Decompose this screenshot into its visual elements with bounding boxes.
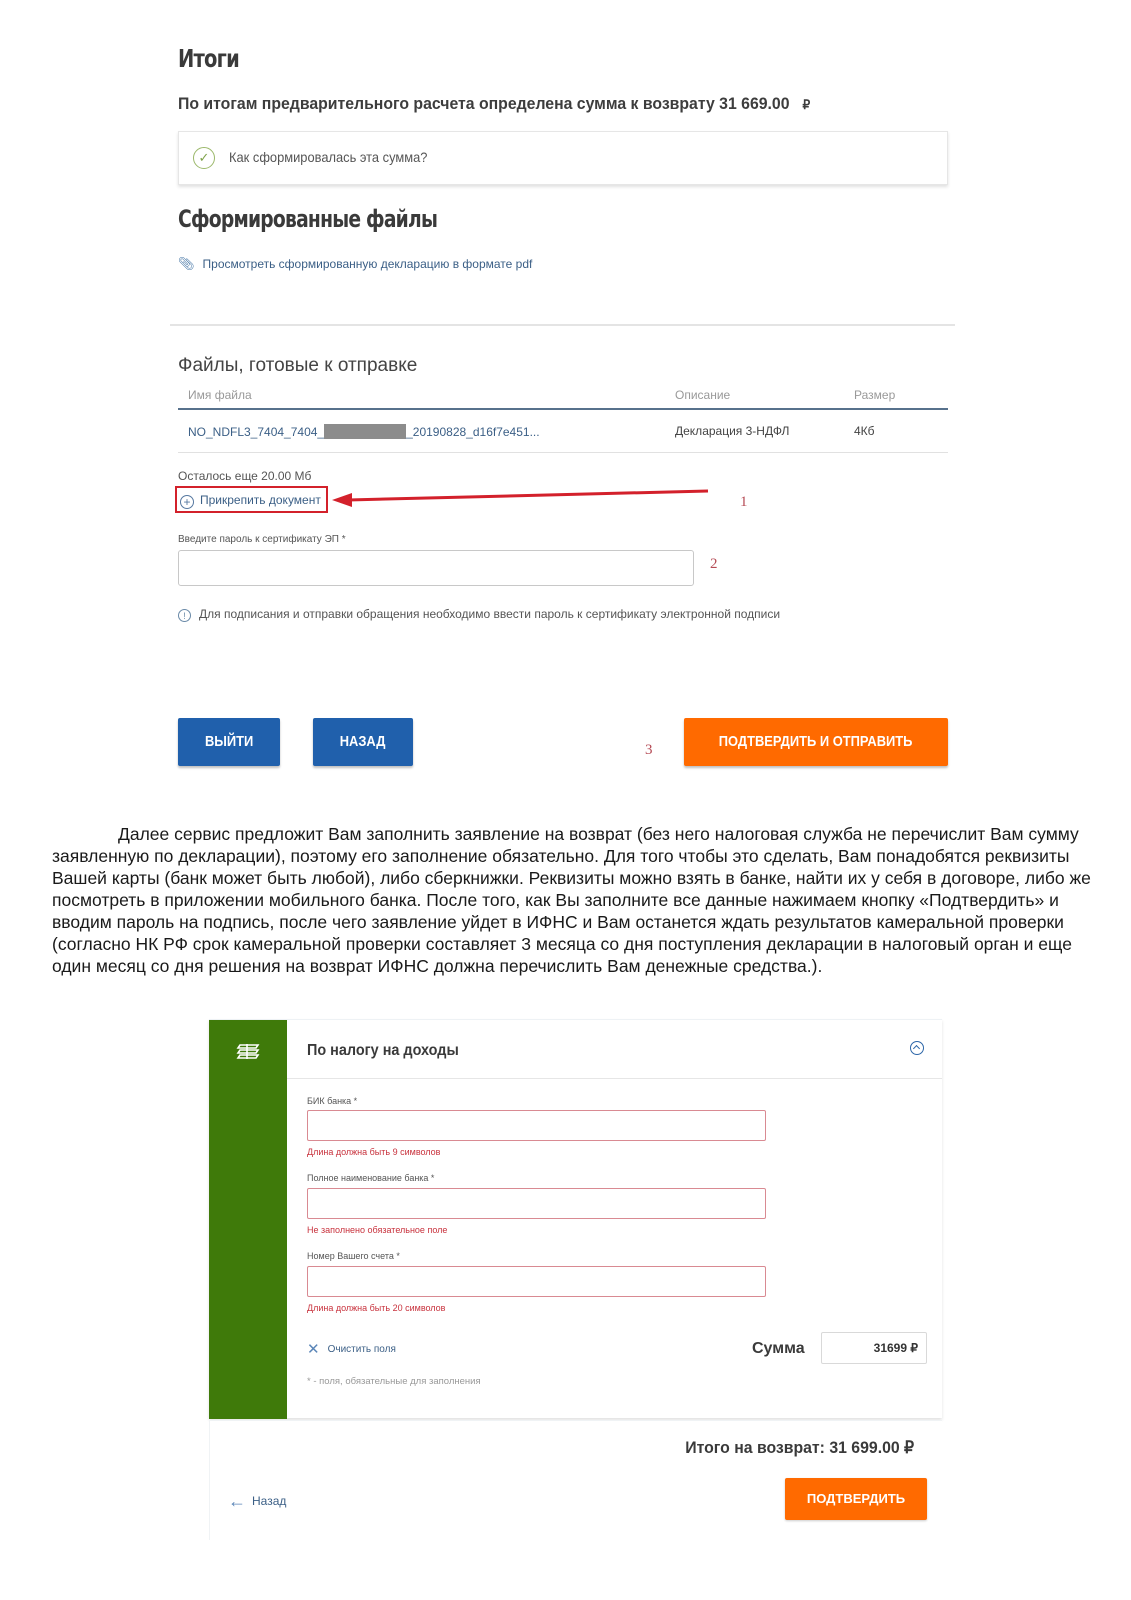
annotation-number-2: 2 bbox=[710, 556, 718, 572]
annotation-arrow bbox=[330, 488, 710, 508]
how-formed-expander[interactable] bbox=[178, 131, 948, 185]
refund-summary bbox=[178, 94, 810, 114]
file-size: 4Кб bbox=[854, 424, 875, 438]
column-header-description: Описание bbox=[675, 388, 731, 402]
remaining-space: Осталось еще 20.00 Мб bbox=[178, 469, 312, 483]
view-pdf-link[interactable] bbox=[178, 256, 532, 272]
bik-error: Длина должна быть 9 символов bbox=[307, 1147, 441, 1157]
view-pdf-label: Просмотреть сформированную декларацию в формате pdf bbox=[202, 257, 533, 271]
column-header-size: Размер bbox=[854, 388, 896, 402]
annotation-arrow-head bbox=[332, 493, 352, 507]
exit-button[interactable] bbox=[178, 718, 280, 766]
back-link-label: Назад bbox=[252, 1494, 287, 1508]
section-divider bbox=[170, 324, 955, 326]
attach-document-label: Прикрепить документ bbox=[200, 493, 321, 507]
clear-fields-label: Очистить поля bbox=[327, 1344, 396, 1355]
info-icon: ! bbox=[178, 609, 191, 622]
account-number-label: Номер Вашего счета * bbox=[307, 1251, 400, 1261]
how-formed-label: Как сформировалась эта сумма? bbox=[229, 149, 428, 165]
exit-button-label: ВЫЙТИ bbox=[204, 733, 254, 750]
arrow-left-icon: ← bbox=[228, 1491, 246, 1511]
file-name-prefix: NO_NDFL3_7404_7404_ bbox=[188, 425, 325, 439]
paperclip-icon: 📎︎ bbox=[178, 256, 195, 271]
bik-label: БИК банка * bbox=[307, 1096, 358, 1106]
signature-info bbox=[178, 607, 780, 622]
bank-name-input[interactable] bbox=[307, 1188, 766, 1219]
bank-name-label: Полное наименование банка * bbox=[307, 1173, 435, 1183]
required-fields-note: * - поля, обязательные для заполнения bbox=[307, 1376, 481, 1387]
instruction-paragraph: Далее сервис предложит Вам заполнить заявление на возврат (без него налоговая служба не перечислит Вам сумму заявленную по декларации), поэтому его заполнение обязательно. Для того чтобы это сделать, Вам понадобятся реквизиты Вашей карты (банк может быть любой), либо сберкнижки. Реквизиты можно взять в банке, найти их у себя в договоре, либо же посмотреть в приложении мобильного банка. После того, как Вы заполните все данные нажимаем кнопку «Подтвердить» и вводим пароль на подпись, после чего заявление уйдет в ИФНС и Вам останется ждать результатов камеральной проверки (согласно НК РФ срок камеральной проверки составляет 3 месяца со дня поступления декларации в налоговый орган и еще один месяц со дня решения на возврат ИФНС должна перечислить Вам денежные средства.). bbox=[52, 824, 1091, 976]
attach-document-button[interactable] bbox=[175, 486, 328, 513]
table-header-line bbox=[178, 408, 948, 410]
password-label: Введите пароль к сертификату ЭП * bbox=[178, 534, 346, 545]
redacted-block bbox=[324, 424, 406, 439]
chevron-up-icon[interactable] bbox=[910, 1041, 924, 1055]
confirm-and-send-label: ПОДТВЕРДИТЬ И ОТПРАВИТЬ bbox=[719, 733, 913, 750]
card-header-divider bbox=[287, 1078, 942, 1079]
results-title: Итоги bbox=[178, 44, 239, 73]
check-circle-icon: ✓ bbox=[193, 147, 215, 169]
close-icon: ✕ bbox=[307, 1341, 320, 1358]
money-stack-icon bbox=[236, 1042, 260, 1060]
form-footer bbox=[209, 1420, 942, 1540]
bank-name-error: Не заполнено обязательное поле bbox=[307, 1225, 448, 1235]
ruble-icon: ₽ bbox=[802, 97, 811, 112]
account-number-error: Длина должна быть 20 символов bbox=[307, 1303, 446, 1313]
plus-circle-icon: + bbox=[180, 495, 194, 509]
confirm-and-send-button[interactable] bbox=[684, 718, 948, 766]
annotation-number-1: 1 bbox=[740, 494, 748, 510]
generated-files-title: Сформированные файлы bbox=[178, 205, 438, 233]
bank-details-card bbox=[209, 1019, 942, 1418]
back-button-label: НАЗАД bbox=[340, 733, 386, 750]
bik-input[interactable] bbox=[307, 1110, 766, 1141]
total-return: Итого на возврат: 31 699.00 ₽ bbox=[685, 1438, 914, 1457]
refund-summary-text: По итогам предварительного расчета определена сумма к возврату 31 669.00 bbox=[178, 94, 790, 113]
table-row-line bbox=[178, 452, 948, 453]
file-name-suffix: _20190828_d16f7e451... bbox=[406, 425, 540, 439]
ready-files-title: Файлы, готовые к отправке bbox=[178, 355, 418, 376]
file-name-link[interactable] bbox=[188, 424, 540, 439]
sum-input[interactable]: 31699 ₽ bbox=[821, 1332, 927, 1364]
clear-fields-button[interactable] bbox=[307, 1340, 396, 1358]
certificate-password-input[interactable] bbox=[178, 550, 694, 586]
signature-info-text: Для подписания и отправки обращения необходимо ввести пароль к сертификату электронной подписи bbox=[199, 607, 781, 621]
file-description: Декларация 3-НДФЛ bbox=[675, 424, 790, 438]
annotation-arrow-line bbox=[348, 491, 708, 500]
back-link[interactable] bbox=[228, 1491, 286, 1512]
card-title: По налогу на доходы bbox=[307, 1042, 459, 1059]
annotation-number-3: 3 bbox=[645, 742, 653, 758]
confirm-button[interactable]: ПОДТВЕРДИТЬ bbox=[785, 1478, 927, 1520]
back-button[interactable] bbox=[313, 718, 413, 766]
card-side-bar bbox=[209, 1020, 287, 1419]
column-header-file-name: Имя файла bbox=[188, 388, 252, 402]
account-number-input[interactable] bbox=[307, 1266, 766, 1297]
sum-label: Сумма bbox=[752, 1340, 805, 1357]
